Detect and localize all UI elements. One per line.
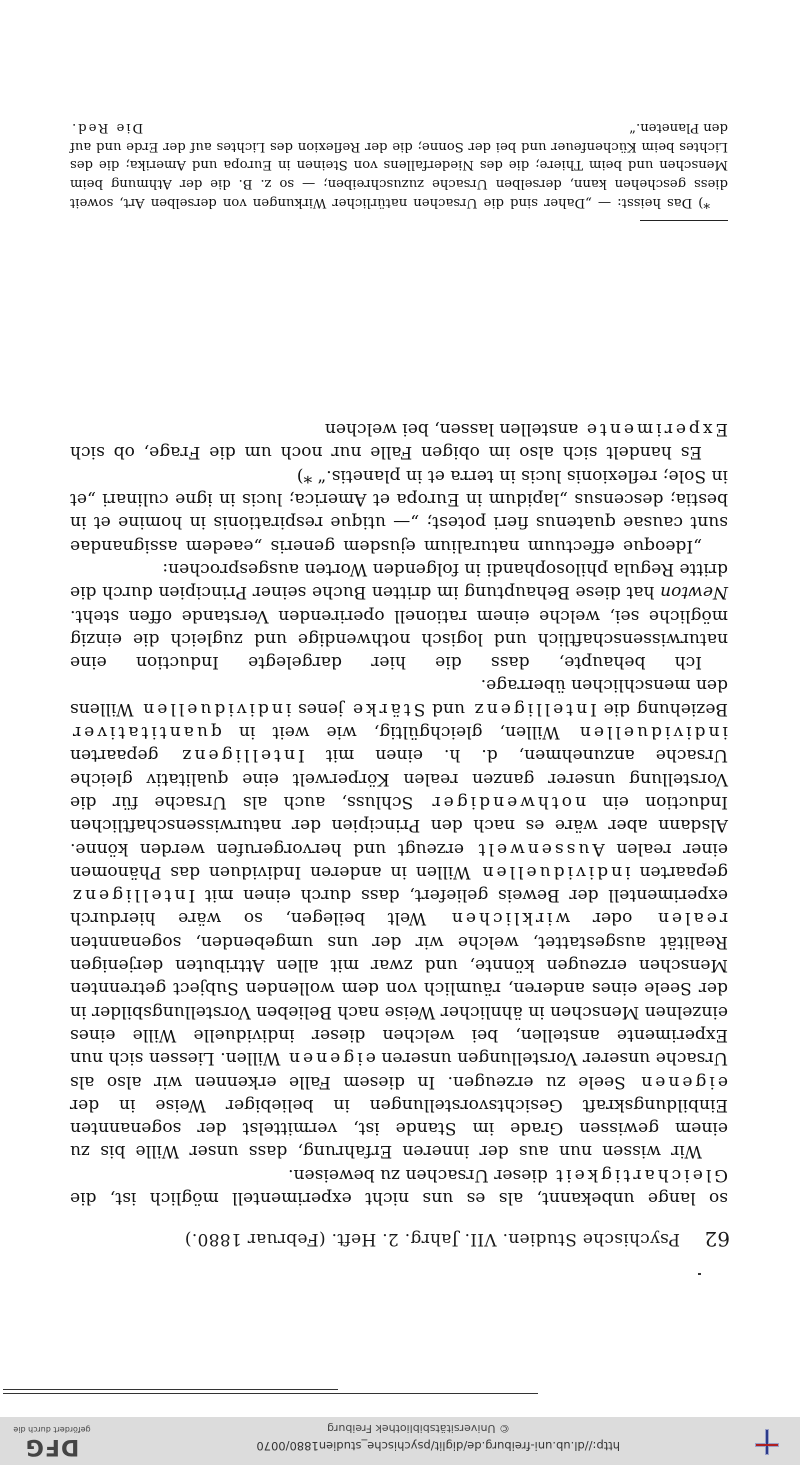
newton-quote: „Ideoque effectuum naturalium ejusdem generis „eaedem assignandae sunt causae quatenus fieri potest; „— utique respirationis in homine et in bestia; descensus „lapidum in Europa et America; lucis in igne culinari „et in Sole; reflexionis lucis in terra et in planetis.“ *) — [70, 465, 728, 556]
scan-edge-lines — [3, 1382, 538, 1394]
footnote-text: *) Das heisst: — „Daher sind die Ursachen natürlicher Wirkungen von derselben Art, soweit diess geschehen kann, derselben Ursache zuzuschreiben; — so z. B. die der Athmung beim Menschen und beim Thiere; die des Niederfallens von Steinen in Europa und Amerika; die des Lichtes beim Küchenfeuer und bei der Sonne; die der Reflexion des Lichtes auf der Erde und auf den Planeten.“ — [70, 119, 728, 210]
page-number: 62 — [704, 1227, 730, 1251]
body-text — [70, 417, 728, 1209]
university-seal-icon — [752, 1427, 782, 1457]
scan-speck — [698, 1273, 701, 1275]
paragraph-4: Es handelt sich also im obigen Falle nur noch um die Frage, ob sich Experimente anstellen lassen, bei welchen — [70, 419, 728, 463]
editor-signature: Die Red. — [70, 119, 144, 135]
viewer-footer-bar — [0, 1416, 800, 1465]
paragraph-3: Ich behaupte, dass die hier dargelegte Induction eine naturwissenschaftlich und logisch nothwendige und zugleich die einzig mögliche sei, welche einem rationell operirenden Verstande offen steht. Newton hat diese Behauptung im dritten Buche seiner Principien durch die dritte Regula philosophandi in folgenden Worten ausgesprochen: — [70, 558, 728, 673]
page-url-link[interactable]: http://dl.ub.uni-freiburg.de/diglit/psychische_studien1880/0070 — [256, 1439, 620, 1453]
copyright-text: © Universitätsbibliothek Freiburg — [327, 1422, 510, 1435]
dfg-sub1: gefördert durch die — [13, 1425, 91, 1434]
dfg-badge — [12, 1425, 92, 1459]
paragraph-1: so lange unbekannt, als es uns nicht experimentell möglich ist, die Gleichartigkeit dieser Ursachen zu beweisen. — [70, 1164, 728, 1208]
dfg-logo: DFG — [24, 1434, 80, 1459]
running-title: Psychische Studien. VII. Jahrg. 2. Heft. (Februar 1880.) — [184, 1229, 680, 1249]
paragraph-2: Wir wissen nun aus der inneren Erfahrung, dass unser Wille bis zu einem gewissen Grade im Stande ist, vermittelst der sogenannten Einbildungskraft Gesichtsvorstellungen in beliebiger Weise in der eigenen Seele zu erzeugen. In diesem Falle erkennen wir also als Ursache unserer Vorstellungen unseren eigenen Willen. Liessen sich nun Experimente anstellen, bei welchen dieser individuelle Wille eines einzelnen Menschen in ähnlicher Weise nach Belieben Vorstellungsbilder in der Seele eines anderen, räumlich von dem wollenden Subject getrennten Menschen erzeugen könnte, und zwar mit allen Attributen derjenigen Realität ausgestattet, welche wir der uns umgebenden, sogenannten realen oder wirklichen Welt beilegen, so wäre hierdurch experimentell der Beweis geliefert, dass durch einen mit Intelligenz gepaarten individuellen Willen in anderen Individuen das Phänomen einer realen Aussenwelt erzeugt und hervorgerufen werden könne. Alsdann aber wäre es nach den Principien der naturwissenschaftlichen Induction ein nothwendiger Schluss, auch als Ursache für die Vorstellung unserer ganzen realen Körperwelt eine qualitativ gleiche Ursache anzunehmen, d. h. einen mit Intelligenz gepaarten individuellen Willen, gleichgültig, wie weit in quantitativer Beziehung die Intelligenz und Stärke jenes individuellen Willens den menschlichen überrage. — [69, 675, 728, 1162]
footnote — [70, 117, 728, 211]
page-header — [65, 1223, 730, 1251]
footnote-rule — [640, 220, 728, 221]
